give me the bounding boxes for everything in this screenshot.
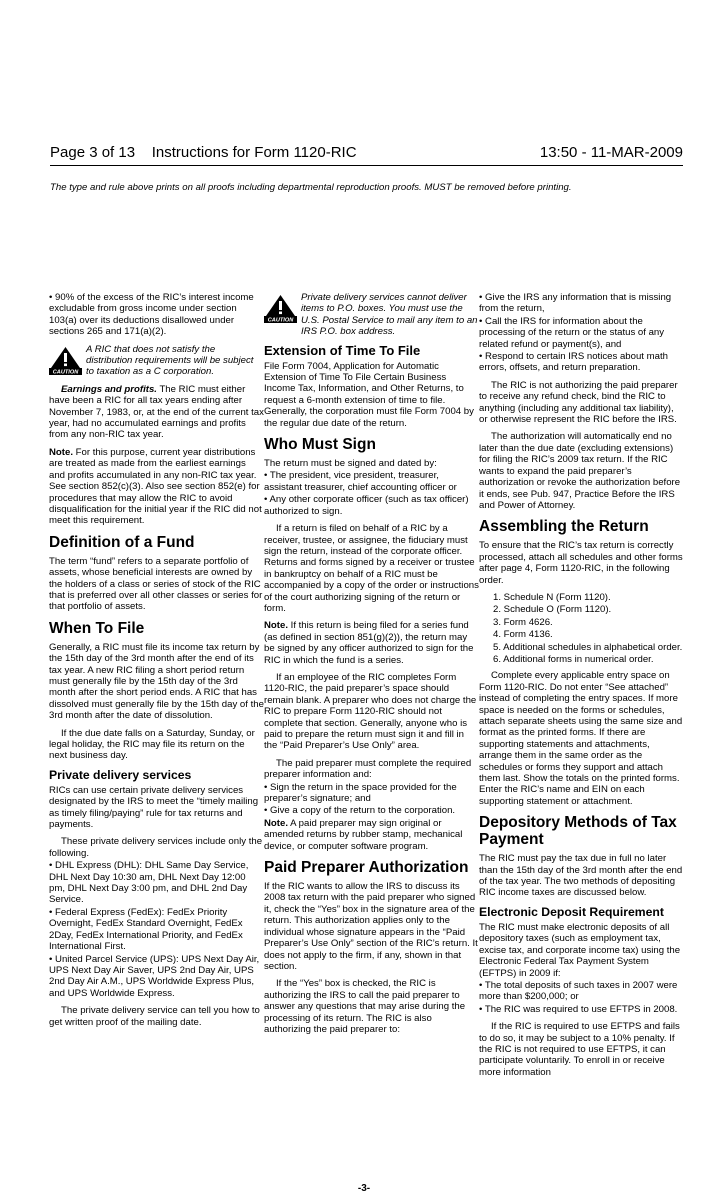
paragraph: The RIC is not authorizing the paid preparer to receive any refund check, bind the RIC to anything (including any additional tax liability), or otherwise represent the RIC before the IRS. (479, 379, 678, 426)
list-item: 5. Additional schedules in alphabetical order. (493, 641, 683, 653)
note-paragraph (49, 447, 264, 527)
caution-block (264, 292, 479, 338)
caution-block (49, 344, 264, 378)
subsection-heading: Private delivery services (49, 767, 192, 782)
page-header (50, 142, 683, 164)
bullet-paragraph: • Sign the return in the space provided for the preparer’s signature; and (264, 781, 457, 805)
caution-text: A RIC that does not satisfy the distribution requirements will be subject to taxation as a C corporation. (86, 343, 254, 378)
header-title: Page 3 of 13 Instructions for Form 1120-RIC (50, 144, 357, 161)
paragraph: Complete every applicable entry space on Form 1120-RIC. Do not enter “See attached” instead of completing the entry spaces. If more space is needed on the forms or schedules, attach separate sheets using the same size and format as the printed forms. If there are supporting statements and attachments, arrange them in the same order as the schedules or forms they support and attach them last. Show the totals on the printed forms. Enter the RIC’s name and EIN on each supporting statement or attachment. (479, 670, 683, 807)
bullet-paragraph: • Give the IRS any information that is missing from the return, (479, 292, 672, 315)
paragraph: If an employee of the RIC completes Form 1120-RIC, the paid preparer’s space should remain blank. A preparer who does not charge the RIC to prepare Form 1120-RIC should not complete that section. Generally, anyone who is paid to prepare the return must sign it and fill in the “Paid Preparer’s Use Only” area. (264, 671, 477, 752)
paragraph: The RIC must make electronic deposits of all depository taxes (such as employment tax, excise tax, and corporate income tax) using the Electronic Federal Tax Payment System (EFTPS) in 2009 if: (479, 921, 681, 979)
paragraph: The paid preparer must complete the required preparer information and: (264, 757, 472, 781)
paragraph: The return must be signed and dated by: (264, 458, 437, 470)
paragraph: To ensure that the RIC’s tax return is correctly processed, attach all schedules and other forms after page 4, Form 1120-RIC, in the following order. (479, 540, 683, 586)
paragraph-text: The RIC must either have been a RIC for all tax years ending after November 7, 1983, or, at the end of the current tax year, had no accumulated earnings and profits from any non-RIC tax year. (49, 383, 264, 441)
caution-icon (264, 294, 297, 323)
caution-label: CAUTION (267, 317, 294, 323)
bullet-paragraph: • The RIC was required to use EFTPS in 2008. (479, 1003, 678, 1015)
paragraph: If a return is filed on behalf of a RIC by a receiver, trustee, or assignee, the fiduciary must sign the return, instead of the corporate officer. Returns and forms signed by a receiver or trustee in bankruptcy on behalf of a RIC must be accompanied by a copy of the order or instructions of the court authorizing signing of the return or form. (264, 523, 479, 614)
page-number: -3- (357, 1183, 371, 1194)
list-item: 1. Schedule N (Form 1120). (493, 591, 611, 603)
caution-icon (49, 346, 82, 375)
note-label: Note. (264, 817, 288, 829)
paragraph: File Form 7004, Application for Automatic Extension of Time To File Certain Business Income Tax, Information, and Other Returns, to request a 6-month extension of time to file. Generally, the corporation must file Form 7004 by the regular due date of the return. (264, 360, 474, 429)
list-item: 3. Form 4626. (493, 616, 553, 628)
attachment-order-list (479, 592, 684, 665)
note-label: Note. (49, 446, 73, 458)
section-heading: Paid Preparer Authorization (264, 859, 469, 877)
section-heading: Extension of Time To File (264, 342, 421, 358)
section-heading: Assembling the Return (479, 518, 649, 536)
bullet-paragraph: • United Parcel Service (UPS): UPS Next Day Air, UPS Next Day Air Saver, UPS 2nd Day Air, UPS 2nd Day Air A.M., UPS Worldwide Express Plus, and UPS Worldwide Express. (49, 953, 260, 999)
subsection-heading: Electronic Deposit Requirement (479, 904, 664, 919)
paragraph: If the “Yes” box is checked, the RIC is authorizing the IRS to call the paid preparer to answer any questions that may arise during the processing of its return. The RIC is also authorizing the paid preparer to: (264, 978, 466, 1035)
section-heading: When To File (49, 619, 145, 637)
column-1 (49, 292, 264, 1034)
paragraph: RICs can use certain private delivery services designated by the IRS to meet the “timely mailing as timely filing/paying” rule for tax returns and payments. (49, 784, 259, 831)
bullet-paragraph: • The total deposits of such taxes in 2007 were more than $200,000; or (479, 979, 678, 1003)
paragraph: Generally, a RIC must file its income tax return by the 15th day of the 3rd month after the end of its tax year. A new RIC filing a short period return must generally file by the 15th day of the 3rd month after the short period ends. A RIC that has dissolved must generally file by the 15th day of the 3rd month after the date of dissolution. (49, 641, 264, 722)
section-heading: Definition of a Fund (49, 533, 195, 551)
paragraph-text: For this purpose, current year distributions are treated as made from the earliest earnings and profits accumulated in any non-RIC tax year. See section 852(c)(3). Also see section 852(e) for procedures that may allow the RIC to avoid disqualification for the initial year if the RIC did not meet this requirement. (49, 446, 262, 527)
caution-label: CAUTION (52, 369, 79, 375)
run-in-heading: Earnings and profits. (61, 383, 157, 395)
bullet-paragraph: • DHL Express (DHL): DHL Same Day Service, DHL Next Day 10:30 am, DHL Next Day 12:00 pm, DHL Next Day 3:00 pm, and DHL 2nd Day Service. (49, 860, 249, 906)
column-3 (479, 292, 684, 1084)
paragraph: These private delivery services include only the following. (49, 836, 263, 859)
header-rule (50, 165, 683, 166)
section-heading: Depository Methods of Tax Payment (479, 814, 677, 849)
header-timestamp: 13:50 - 11-MAR-2009 (539, 144, 683, 161)
caution-text: Private delivery services cannot deliver items to P.O. boxes. You must use the U.S. Postal Service to mail any item to an IRS P.O. box address. (301, 292, 478, 338)
paragraph: The authorization will automatically end no later than the due date (excluding extensions) for filing the RIC’s 2009 tax return. If the RIC wants to expand the paid preparer’s authorization or revoke the authorization before it ends, see Pub. 947, Practice Before the IRS and Power of Attorney. (479, 431, 681, 511)
column-2 (264, 292, 479, 1041)
section-heading: Who Must Sign (264, 436, 376, 454)
note-paragraph (264, 818, 479, 852)
paragraph: If the RIC wants to allow the IRS to discuss its 2008 tax return with the paid preparer who signed it, check the “Yes” box in the signature area of the return. This authorization applies only to the individual whose signature appears in the “Paid Preparer’s Use Only” section of the RIC’s return. It does not apply to the firm, if any, shown in that section. (264, 881, 478, 972)
bullet-paragraph: • Any other corporate officer (such as tax officer) authorized to sign. (264, 494, 469, 517)
bullet-paragraph: • Give a copy of the return to the corporation. (264, 805, 456, 817)
list-item: 6. Additional forms in numerical order. (493, 653, 654, 665)
paragraph: If the due date falls on a Saturday, Sunday, or legal holiday, the RIC may file its return on the next business day. (49, 727, 255, 762)
paragraph-text: If this return is being filed for a series fund (as defined in section 851(g)(2)), the return may be signed by any officer authorized to sign for the RIC in which the fund is a series. (264, 620, 474, 666)
bullet-paragraph: • The president, vice president, treasurer, assistant treasurer, chief accounting officer or (264, 470, 457, 493)
bullet-paragraph: • Call the IRS for information about the processing of the return or the status of any related refund or payment(s), and (479, 315, 665, 350)
paragraph: The term “fund” refers to a separate portfolio of assets, whose beneficial interests are owned by the holders of a class or series of stock of the RIC that is preferred over all other classes or series for that portfolio of assets. (49, 555, 263, 613)
list-item: 2. Schedule O (Form 1120). (493, 604, 612, 616)
earnings-paragraph (49, 384, 264, 441)
bullet-paragraph: • Respond to certain IRS notices about math errors, offsets, and return preparation. (479, 351, 668, 374)
bullet-paragraph: • Federal Express (FedEx): FedEx Priority Overnight, FedEx Standard Overnight, FedEx 2Day, FedEx International Priority, and FedEx International First. (49, 906, 243, 953)
paragraph-text: A paid preparer may sign original or amended returns by rubber stamp, mechanical device, or computer software program. (264, 817, 463, 852)
paragraph: If the RIC is required to use EFTPS and fails to do so, it may be subject to a 10% penalty. If the RIC is not required to use EFTPS, it can participate voluntarily. To enroll in or receive more information (479, 1021, 680, 1078)
proof-note: The type and rule above prints on all proofs including departmental reproduction proofs. MUST be removed before printing. (50, 182, 572, 193)
note-paragraph (264, 620, 479, 666)
paragraph: The private delivery service can tell you how to get written proof of the mailing date. (49, 1005, 260, 1028)
bullet-paragraph: • 90% of the excess of the RIC’s interest income excludable from gross income under section 103(a) over its deductions disallowed under sections 265 and 171(a)(2). (49, 292, 254, 338)
note-label: Note. (264, 620, 288, 632)
list-item: 4. Form 4136. (493, 629, 553, 641)
paragraph: The RIC must pay the tax due in full no later than the 15th day of the 3rd month after the end of the tax year. The two methods of depositing RIC income taxes are discussed below. (479, 853, 683, 899)
